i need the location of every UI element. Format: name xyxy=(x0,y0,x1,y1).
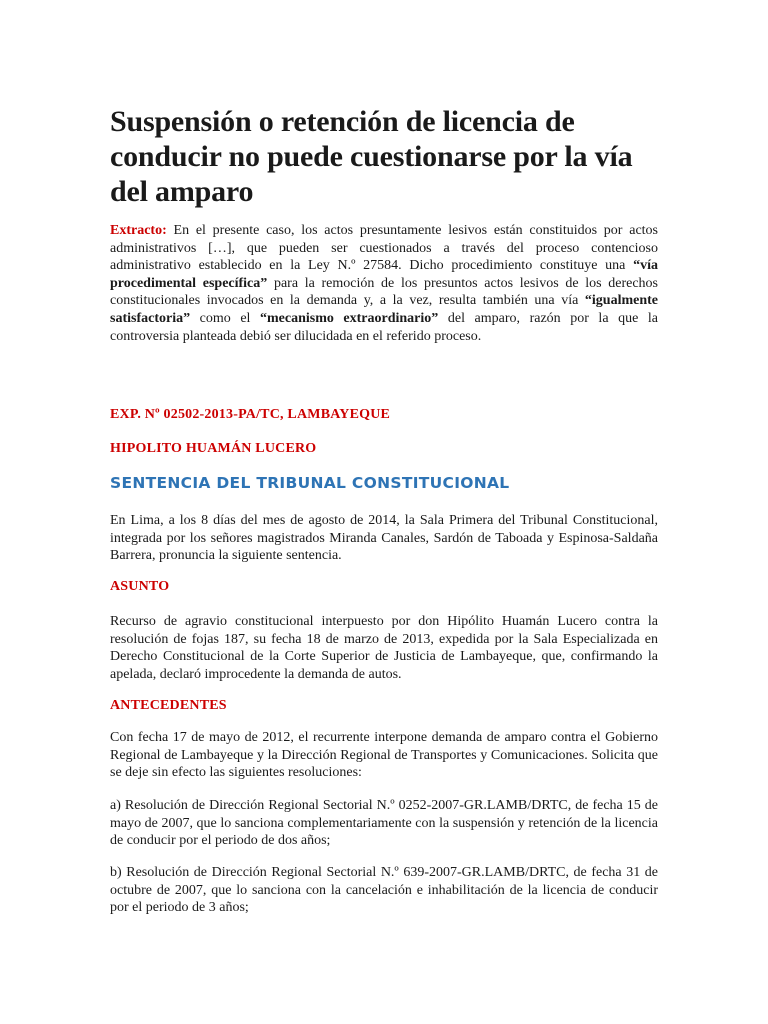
antecedentes-heading: ANTECEDENTES xyxy=(110,698,227,713)
item-b-paragraph: b) Resolución de Dirección Regional Sectorial N.º 639-2007-GR.LAMB/DRTC, de fecha 31 de octubre de 2007, que lo sanciona con la cancelación e inhabilitación de la licencia de conducir por el periodo de 3 años; xyxy=(110,865,658,916)
extracto-emphasis-3: “mecanismo extraordinario” xyxy=(259,310,439,326)
parte-heading: HIPOLITO HUAMÁN LUCERO xyxy=(110,441,317,456)
asunto-paragraph: Recurso de agravio constitucional interpuesto por don Hipólito Huamán Lucero contra la resolución de fojas 187, su fecha 18 de marzo de 2013, expedida por la Sala Especializada en Derecho Constitucional de la Corte Superior de Justicia de Lambayeque, que, confirmando la apelada, declaró improcedente la demanda de autos. xyxy=(110,614,658,682)
intro-paragraph: En Lima, a los 8 días del mes de agosto de 2014, la Sala Primera del Tribunal Constitucional, integrada por los señores magistrados Miranda Canales, Sardón de Taboada y Espinosa-Saldaña Barrera, pronuncia la siguiente sentencia. xyxy=(110,513,658,564)
extracto-text-4: del amparo, razón por la que la controversia planteada debió ser dilucidada en el referido proceso. xyxy=(110,310,658,344)
extracto-emphasis-2: “igualmente satisfactoria” xyxy=(110,293,658,326)
document-title: Suspensión o retención de licencia de conducir no puede cuestionarse por la vía del amparo xyxy=(110,105,633,208)
extracto-text-3: como el xyxy=(190,310,260,326)
extracto-emphasis-1: “vía procedimental específica” xyxy=(110,258,658,291)
extracto-text-1: En el presente caso, los actos presuntamente lesivos están constituidos por actos administrativos […], que pueden ser cuestionados a través del proceso contencioso administrativo establecido en la Ley N.º 27584. Dicho procedimiento constituye una xyxy=(110,223,658,274)
extracto-text-2: para la remoción de los presuntos actos lesivos de los derechos constitucionales invocados en la demanda y, a la vez, resulta también una vía xyxy=(110,275,658,309)
expediente-heading: EXP. Nº 02502-2013-PA/TC, LAMBAYEQUE xyxy=(110,407,391,422)
extracto-label: Extracto: xyxy=(110,223,167,238)
asunto-heading: ASUNTO xyxy=(110,579,170,594)
antecedentes-paragraph: Con fecha 17 de mayo de 2012, el recurrente interpone demanda de amparo contra el Gobierno Regional de Lambayeque y la Dirección Regional de Transportes y Comunicaciones. Solicita que se deje sin efecto las siguientes resoluciones: xyxy=(110,730,658,781)
sentencia-heading: SENTENCIA DEL TRIBUNAL CONSTITUCIONAL xyxy=(110,474,510,492)
extracto-paragraph xyxy=(110,222,658,345)
item-a-paragraph: a) Resolución de Dirección Regional Sectorial N.º 0252-2007-GR.LAMB/DRTC, de fecha 15 de mayo de 2007, que lo sanciona complementariamente con la suspensión y retención de la licencia de conducir por el periodo de dos años; xyxy=(110,798,658,849)
